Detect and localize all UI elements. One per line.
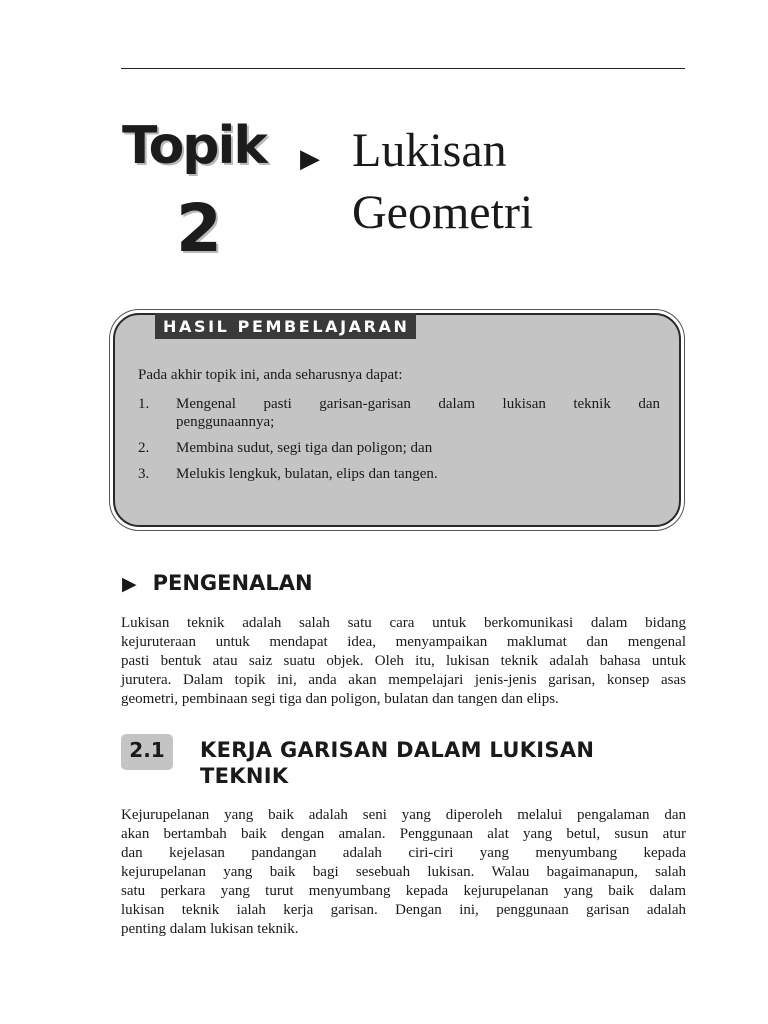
list-item-number: 2. — [138, 440, 150, 456]
section-heading — [122, 571, 313, 595]
paragraph-line: Lukisan teknik adalah salah satu cara untuk berkomunikasi dalam bidang — [121, 615, 686, 631]
learning-outcomes-intro: Pada akhir topik ini, anda seharusnya dapat: — [138, 367, 403, 383]
learning-outcomes-label: HASIL PEMBELAJARAN — [155, 313, 416, 339]
list-item-number: 1. — [138, 396, 150, 412]
list-item-number: 3. — [138, 466, 150, 482]
list-item — [138, 465, 660, 483]
intro-paragraph — [121, 614, 686, 709]
paragraph-line: jurutera. Dalam topik ini, anda akan mempelajari jenis-jenis garisan, konsep asas — [121, 672, 686, 688]
list-item-text: Melukis lengkuk, bulatan, elips dan tangen. — [176, 466, 438, 482]
learning-outcomes-box — [113, 313, 681, 527]
section-heading-text: PENGENALAN — [152, 571, 313, 595]
paragraph-line: lukisan teknik ialah kerja garisan. Dengan ini, penggunaan garisan adalah — [121, 902, 686, 918]
paragraph-line: satu perkara yang turut menyumbang kepada kejurupelanan yang baik dalam — [121, 883, 686, 899]
topic-word: Topik — [122, 116, 266, 176]
paragraph-line: akan bertambah baik dengan amalan. Penggunaan alat yang betul, susun atur — [121, 826, 686, 842]
section-paragraph — [121, 806, 686, 939]
topic-badge — [120, 112, 320, 282]
section-number-badge: 2.1 — [121, 734, 173, 770]
section-title-line: TEKNIK — [200, 764, 289, 788]
list-item — [138, 439, 660, 457]
list-item-text: Membina sudut, segi tiga dan poligon; dan — [176, 440, 433, 456]
section-title-line: KERJA GARISAN DALAM LUKISAN — [200, 738, 595, 762]
list-item-text: Mengenal pasti garisan-garisan dalam lukisan teknik dan — [176, 396, 660, 412]
paragraph-line: geometri, pembinaan segi tiga dan poligon, bulatan dan tangen dan elips. — [121, 691, 559, 707]
paragraph-line: penting dalam lukisan teknik. — [121, 921, 299, 937]
learning-outcomes-list — [138, 395, 660, 491]
topic-number: 2 — [176, 190, 222, 267]
paragraph-line: pasti bentuk atau saiz suatu objek. Oleh itu, lukisan teknik adalah bahasa untuk — [121, 653, 686, 669]
list-item — [138, 395, 660, 431]
play-triangle-icon: ▶ — [300, 144, 320, 174]
topic-title-line: Geometri — [352, 186, 534, 239]
paragraph-line: dan kejelasan pandangan adalah ciri-ciri yang menyumbang kepada — [121, 845, 686, 861]
paragraph-line: Kejurupelanan yang baik adalah seni yang diperoleh melalui pengalaman dan — [121, 807, 686, 823]
topic-title — [352, 120, 682, 244]
section-title — [200, 737, 660, 789]
paragraph-line: kejurupelanan yang baik bagi sesebuah lukisan. Walau bagaimanapun, salah — [121, 864, 686, 880]
list-item-text-continued: penggunaannya; — [176, 414, 275, 430]
topic-title-line: Lukisan — [352, 124, 507, 177]
play-triangle-icon: ▶ — [122, 573, 137, 595]
header-rule — [121, 68, 685, 69]
paragraph-line: kejuruteraan untuk mendapat idea, menyampaikan maklumat dan mengenal — [121, 634, 686, 650]
